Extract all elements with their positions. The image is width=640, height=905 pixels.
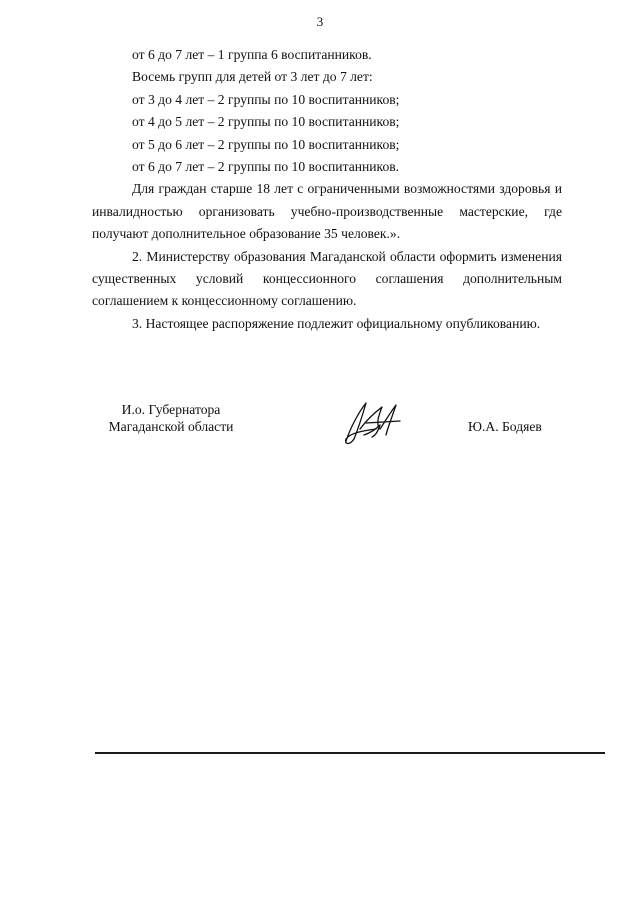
signatory-title-line-1: И.о. Губернатора <box>121 402 221 417</box>
paragraph-point-3: 3. Настоящее распоряжение подлежит официальному опубликованию. <box>132 315 541 331</box>
list-line-2: Восемь групп для детей от 3 лет до 7 лет: <box>132 69 373 85</box>
page-number: 3 <box>316 14 324 29</box>
list-line-5: от 5 до 6 лет – 2 группы по 10 воспитанников; <box>132 136 400 152</box>
paragraph-point-2: 2. Министерству образования Магаданской области оформить изменения существенных условий концессионного соглашения дополнительным соглашением к концессионному соглашению. <box>92 248 562 309</box>
handwritten-signature-icon <box>336 399 408 449</box>
signatory-title-line-2: Магаданской области <box>108 419 234 434</box>
list-line-4: от 4 до 5 лет – 2 группы по 10 воспитанников; <box>132 114 400 130</box>
list-line-1: от 6 до 7 лет – 1 группа 6 воспитанников. <box>132 47 372 62</box>
paragraph-disabled-citizens: Для граждан старше 18 лет с ограниченными возможностями здоровья и инвалидностью организовать учебно-производственные мастерские, где получают дополнительное образование 35 человек.». <box>92 181 562 242</box>
footer-divider <box>95 752 605 754</box>
list-line-6: от 6 до 7 лет – 2 группы по 10 воспитанников. <box>132 159 400 175</box>
list-line-3: от 3 до 4 лет – 2 группы по 10 воспитанников; <box>132 91 400 107</box>
document-body <box>92 44 562 335</box>
signatory-title <box>96 401 246 435</box>
signatory-name: Ю.А. Бодяев <box>468 419 542 434</box>
signature-block <box>0 399 640 469</box>
